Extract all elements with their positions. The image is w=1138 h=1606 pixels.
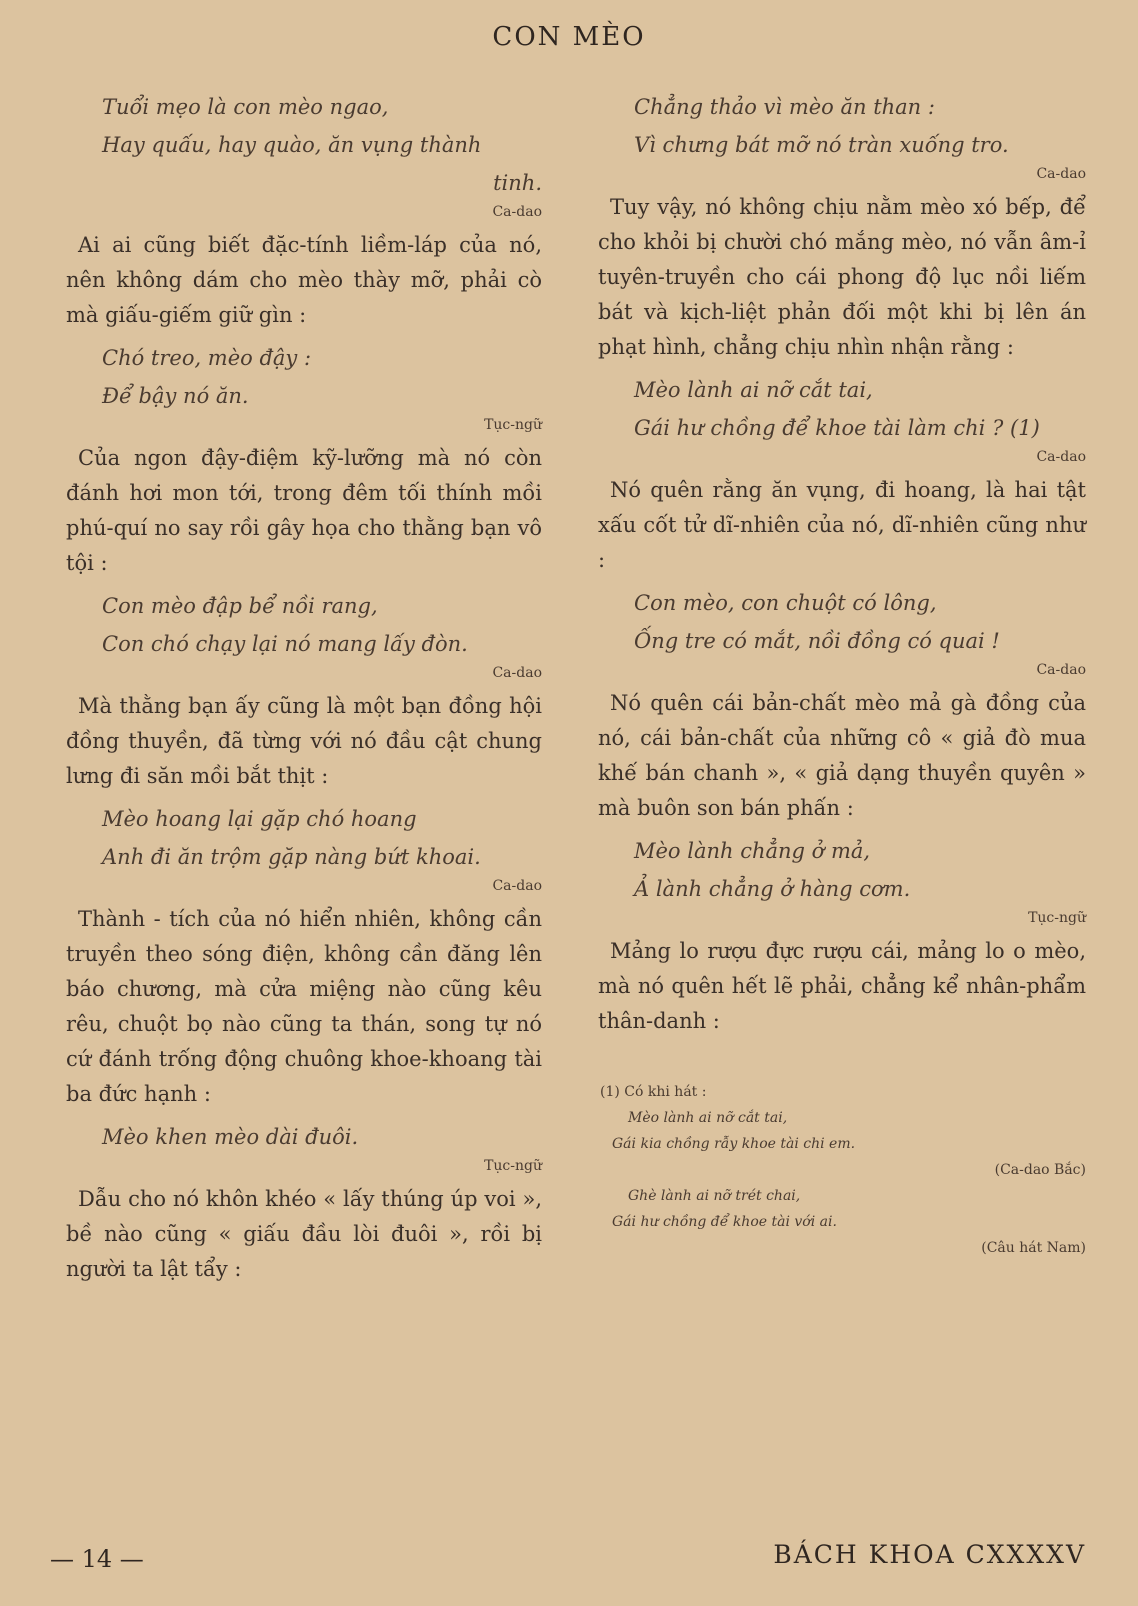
- verse-line: Để bậy nó ăn.: [102, 384, 249, 408]
- paragraph: Nó quên rằng ăn vụng, đi hoang, là hai tật xấu cốt tử dĩ-nhiên của nó, dĩ-nhiên cũng như :: [598, 478, 1086, 572]
- footnote-title: (1) Có khi hát :: [600, 1084, 707, 1100]
- paragraph: Mà thằng bạn ấy cũng là một bạn đồng hội đồng thuyền, đã từng với nó đầu cật chung lưng đi săn mồi bắt thịt :: [66, 694, 542, 788]
- source-attribution: Tục-ngữ: [1028, 910, 1086, 926]
- paragraph: Của ngon đậy-điệm kỹ-lưỡng mà nó còn đánh hơi mon tới, trong đêm tối thính mồi phú-quí no say rồi gây họa cho thằng bạn vô tội :: [66, 446, 542, 575]
- verse-line: Mèo lành chẳng ở mả,: [634, 839, 871, 863]
- verse: [66, 339, 542, 415]
- source-attribution: Ca-dao: [492, 204, 542, 220]
- verse-line: Ống tre có mắt, nồi đồng có quai !: [634, 629, 1000, 653]
- paragraph: Ai ai cũng biết đặc-tính liềm-láp của nó, nên không dám cho mèo thày mỡ, phải cò mà giấu-giếm giữ gìn :: [66, 233, 542, 327]
- paragraph: Nó quên cái bản-chất mèo mả gà đồng của nó, cái bản-chất của những cô « giả đò mua khế bán chanh », « giả dạng thuyền quyên » mà buôn son bán phấn :: [598, 691, 1086, 820]
- paragraph: Dẫu cho nó khôn khéo « lấy thúng úp voi », bề nào cũng « giấu đầu lòi đuôi », rồi bị người ta lật tẩy :: [66, 1187, 542, 1281]
- source-attribution: Tục-ngữ: [484, 1158, 542, 1174]
- verse-line: Chó treo, mèo đậy :: [102, 346, 312, 370]
- verse-line: tinh.: [493, 171, 542, 195]
- paragraph: Thành - tích của nó hiển nhiên, không cần truyền theo sóng điện, không cần đăng lên báo chương, mà cửa miệng nào cũng kêu rêu, chuột bọ nào cũng ta thán, song tự nó cứ đánh trống động chuông khoe-khoang tài ba đức hạnh :: [66, 907, 542, 1106]
- source-attribution: Ca-dao: [1036, 166, 1086, 182]
- verse-line: Con mèo đập bể nồi rang,: [102, 594, 378, 618]
- verse: [598, 88, 1086, 164]
- verse-line: Mèo khen mèo dài đuôi.: [102, 1125, 359, 1149]
- paragraph: Tuy vậy, nó không chịu nằm mèo xó bếp, để cho khỏi bị chười chó mắng mèo, nó vẫn âm-ỉ tuyên-truyền cho cái phong độ lục nồi liếm bát và kịch-liệt phản đối một khi bị lên án phạt hình, chẳng chịu nhìn nhận rằng :: [598, 195, 1086, 359]
- verse-line: Chẳng thảo vì mèo ăn than :: [634, 95, 935, 119]
- right-column: [598, 88, 1086, 1261]
- source-attribution: Ca-dao: [1036, 449, 1086, 465]
- page-title: CON MÈO: [492, 22, 646, 52]
- verse-line: Ả lành chẳng ở hàng cơm.: [634, 877, 911, 901]
- source-attribution: Ca-dao: [1036, 662, 1086, 678]
- page-number: — 14 —: [50, 1545, 144, 1573]
- footnote-line: Mèo lành ai nỡ cắt tai,: [628, 1110, 788, 1126]
- verse: [598, 371, 1086, 447]
- verse-line: Tuổi mẹo là con mèo ngao,: [102, 95, 389, 119]
- footnote-line: Gái hư chồng để khoe tài với ai.: [612, 1214, 837, 1230]
- verse: [66, 88, 542, 202]
- verse-line: Con chó chạy lại nó mang lấy đòn.: [102, 632, 468, 656]
- source-attribution: Ca-dao: [492, 665, 542, 681]
- magazine-issue: BÁCH KHOA CXXXXV: [773, 1540, 1086, 1569]
- verse-line: Hay quấu, hay quào, ăn vụng thành: [102, 133, 482, 157]
- left-column: [66, 88, 542, 1293]
- verse-line: Mèo lành ai nỡ cắt tai,: [634, 378, 873, 402]
- source-attribution: Ca-dao: [492, 878, 542, 894]
- footnote-line: Gái kia chồng rẫy khoe tài chi em.: [612, 1136, 856, 1152]
- verse: [66, 800, 542, 876]
- paragraph: Mảng lo rượu đực rượu cái, mảng lo o mèo, mà nó quên hết lẽ phải, chẳng kể nhân-phẩm thân-danh :: [598, 939, 1086, 1033]
- footnote: [598, 1079, 1086, 1261]
- verse: [66, 1118, 542, 1156]
- verse-line: Mèo hoang lại gặp chó hoang: [102, 807, 417, 831]
- footnote-source: (Câu hát Nam): [981, 1240, 1086, 1256]
- footnote-line: Ghè lành ai nỡ trét chai,: [628, 1188, 801, 1204]
- footnote-source: (Ca-dao Bắc): [994, 1162, 1086, 1178]
- verse: [598, 584, 1086, 660]
- verse: [598, 832, 1086, 908]
- verse: [66, 587, 542, 663]
- verse-line: Gái hư chồng để khoe tài làm chi ? (1): [634, 416, 1040, 440]
- verse-line: Anh đi ăn trộm gặp nàng bứt khoai.: [102, 845, 481, 869]
- verse-line: Vì chưng bát mỡ nó tràn xuống tro.: [634, 133, 1009, 157]
- verse-line: Con mèo, con chuột có lông,: [634, 591, 937, 615]
- source-attribution: Tục-ngữ: [484, 417, 542, 433]
